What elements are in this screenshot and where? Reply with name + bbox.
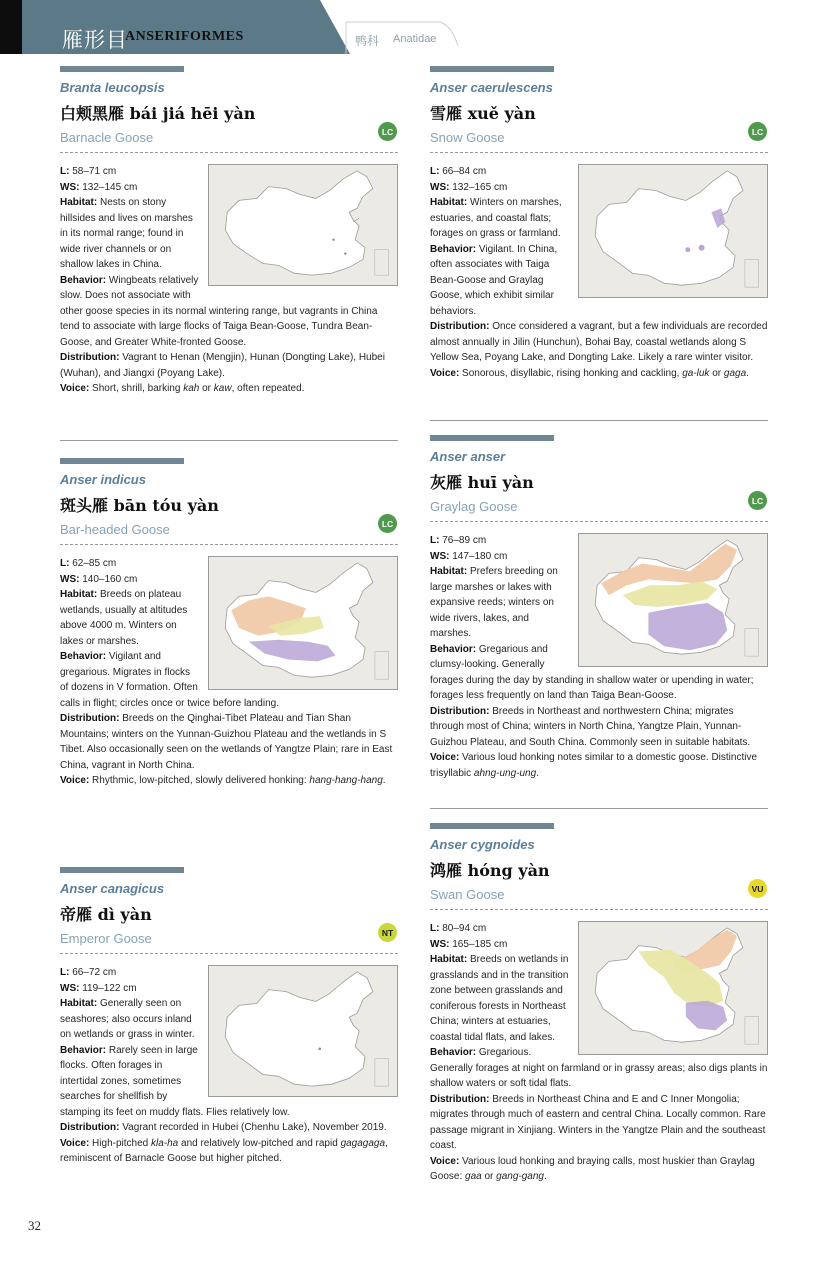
conservation-status-badge: LC [748,491,767,510]
voice-label: Voice: [430,1155,460,1167]
species-description [430,533,768,781]
conservation-status-badge: VU [748,879,767,898]
voice-call-1: ahng-ung-ung [473,767,537,779]
behavior-text: Gregarious. Generally forages at night on farmland or in grassy areas; also digs plants in shallow waters or soft tidal flats. [430,1047,768,1089]
scientific-name: Anser cygnoides [430,837,535,852]
distribution-text: Vagrant to Henan (Mengjin), Hunan (Dongting Lake), Hubei (Wuhan), and Jiangxi (Poyang Lake). [60,352,385,379]
voice-text: . [536,767,539,779]
wingspan-label: WS: [60,181,80,193]
habitat-text: Breeds on wetlands in grasslands and in the transition zone between grasslands and coniferous forests in Northeast China; winters at estuaries, coastal tidal flats, and lakes. [430,954,569,1043]
length-label: L: [430,535,440,546]
habitat-label: Habitat: [60,197,98,208]
order-title-chinese: 雁形目 [62,28,128,52]
length-value: 66–84 cm [439,166,487,177]
length-value: 66–72 cm [69,967,117,978]
voice-label: Voice: [430,367,460,379]
voice-text: Various loud honking and braying calls, most huskier than Graylag Goose: [430,1155,755,1182]
wingspan-value: 165–185 cm [449,938,508,950]
voice-text: Short, shrill, barking [89,383,184,394]
length-label: L: [430,166,440,177]
distribution-label: Distribution: [430,1093,490,1105]
voice-label: Voice: [60,383,90,394]
habitat-text: Nests on stony hillsides and lives on marshes in its normal range; found in wide river channels or on shallow lakes in China. [60,197,193,270]
chinese-name: 帝雁 dì yàn [60,905,152,924]
english-name: Snow Goose [430,130,505,145]
chinese-name: 灰雁 huī yàn [430,473,534,492]
wingspan-label: WS: [60,573,80,585]
habitat-text: Breeds on plateau wetlands, usually at altitudes above 4000 m. Winters on lakes or marshes. [60,589,188,647]
wingspan-value: 119–122 cm [79,982,137,994]
entry-end-line [430,808,768,809]
length-value: 76–89 cm [439,535,487,546]
voice-call-1: ga-luk [682,367,710,379]
distribution-text: Breeds in Northeast and northwestern China; migrates through most of China; winters in North China, Yangtze Plain, Yunnan-Guizhou Plateau, and South China. Commonly seen in suitable habitats. [430,705,751,748]
distribution-label: Distribution: [430,705,490,717]
distribution-label: Distribution: [60,1122,120,1133]
english-name: Graylag Goose [430,499,518,514]
length-value: 80–94 cm [439,923,487,934]
distribution-label: Distribution: [60,713,120,724]
conservation-status-badge: NT [378,923,397,942]
order-title-latin: ANSERIFORMES [125,29,244,44]
chinese-name: 白颊黑雁 bái jiá hēi yàn [60,104,256,123]
english-name: Bar-headed Goose [60,522,170,537]
chinese-name: 雪雁 xuě yàn [430,104,536,123]
dashed-divider [60,953,398,954]
scientific-name: Anser anser [430,449,506,464]
habitat-label: Habitat: [430,566,468,577]
page-number: 32 [28,1218,41,1233]
wingspan-value: 132–165 cm [449,181,508,193]
voice-text: and relatively low-pitched and rapid [178,1137,341,1149]
voice-call-1: kla-ha [150,1137,179,1149]
voice-text: High-pitched [89,1137,151,1149]
length-label: L: [60,558,70,569]
habitat-text: Prefers breeding on large marshes or lakes with expansive reeds; winters on wide rivers, lakes, and marshes. [430,566,558,639]
behavior-text: Vigilant. In China, often associates with Taiga Bean-Goose and Graylag Goose, which exhibit similar behaviors. [430,243,558,317]
conservation-status-badge: LC [378,514,397,533]
behavior-text: Vigilant and gregarious. Migrates in flocks of dozens in V formation. Often calls in flight; circles once or twice before landing. [60,651,279,709]
species-description [60,164,398,397]
distribution-text: Breeds on the Qinghai-Tibet Plateau and Tian Shan Mountains; winters on the Yunnan-Guizhou Plateau and the wetlands in S Tibet. Also occasionally seen on the wetlands of Yangtze Plain; rare in East China, vagrant in North China. [60,713,393,771]
wingspan-label: WS: [60,982,80,994]
distribution-label: Distribution: [430,321,490,332]
behavior-text: Wingbeats relatively slow. Does not associate with other goose species in its normal wintering range, but vagrants in China tend to associate with large flocks of Taiga Bean-Goose, Tundra Bean-Goose, and Greater White-fronted Goose. [60,274,378,348]
scientific-name: Anser canagicus [60,881,165,896]
voice-call-1: gaa [465,1171,482,1182]
voice-text: . [382,775,386,786]
voice-text: or [199,383,214,394]
wingspan-label: WS: [430,550,450,562]
wingspan-label: WS: [430,938,450,950]
behavior-label: Behavior: [430,243,477,255]
distribution-text: Breeds in Northeast China and E and C Inner Mongolia; migrates through much of eastern and central China. Locally common. Rare passage migrant in Xinjiang. Winters in the Yangtze Plain and the southeast coast. [430,1093,766,1151]
section-bar [430,66,554,72]
voice-label: Voice: [430,752,460,763]
range-map [578,533,768,667]
behavior-label: Behavior: [60,274,107,286]
voice-call-2: gang-gang [496,1171,544,1182]
section-bar [430,823,554,829]
voice-call-1: hang-hang-hang [309,775,383,786]
behavior-label: Behavior: [430,643,477,655]
species-description [430,921,768,1185]
voice-text: Rhythmic, low-pitched, slowly delivered honking: [89,775,310,786]
habitat-text: Winters on marshes, estuaries, and coastal flats; forages on grass or farmland. [430,197,562,239]
length-label: L: [60,967,70,978]
length-label: L: [430,923,440,934]
chinese-name: 鸿雁 hóng yàn [430,861,550,880]
distribution-label: Distribution: [60,352,120,363]
entry-end-line [60,440,398,441]
dashed-divider [60,544,398,545]
scientific-name: Branta leucopsis [60,80,165,95]
scientific-name: Anser indicus [60,472,146,487]
species-description [60,556,398,789]
section-bar [60,867,184,873]
behavior-label: Behavior: [60,1044,107,1056]
conservation-status-badge: LC [748,122,767,141]
conservation-status-badge: LC [378,122,397,141]
voice-call-2: kaw [213,383,232,394]
behavior-label: Behavior: [60,651,107,662]
english-name: Emperor Goose [60,931,152,946]
behavior-text: Rarely seen in large flocks. Often forages in intertidal zones, sometimes searches for shellfish by stamping its feet on muddy flats. Flies relatively low. [60,1044,290,1118]
wingspan-value: 140–160 cm [79,573,138,585]
behavior-label: Behavior: [430,1047,477,1058]
distribution-text: Vagrant recorded in Hubei (Chenhu Lake), November 2019. [119,1122,387,1133]
wingspan-value: 132–145 cm [79,181,138,193]
length-label: L: [60,166,70,177]
habitat-label: Habitat: [430,197,468,208]
range-map [578,164,768,298]
behavior-text: Gregarious and clumsy-looking. Generally forages during the day by standing in shallow water or upending in water; forages less frequently on land than Taiga Bean-Goose. [430,643,754,701]
voice-call-2: gaga [723,367,747,379]
chinese-name: 斑头雁 bān tóu yàn [60,496,219,515]
voice-call-2: gagagaga [340,1137,386,1149]
species-description [430,164,768,381]
family-name-chinese: 鸭科 [355,34,380,48]
voice-text: or [481,1171,497,1182]
range-map [208,965,398,1097]
distribution-text: Once considered a vagrant, but a few individuals are recorded almost annually in Jilin (Hunchun), Bohai Bay, coastal wetlands along S Yellow Sea, Poyang Lake, and Dongting Lake. Likely a rare winter visitor. [430,321,768,363]
voice-text: or [709,367,724,379]
wingspan-label: WS: [430,181,450,193]
voice-text: . [544,1171,547,1182]
english-name: Barnacle Goose [60,130,154,145]
section-bar [60,458,184,464]
voice-text: Various loud honking notes similar to a domestic goose. Distinctive trisyllabic [430,752,758,779]
dashed-divider [60,152,398,153]
voice-label: Voice: [60,775,90,786]
voice-label: Voice: [60,1137,90,1149]
dashed-divider [430,152,768,153]
dashed-divider [430,909,768,910]
voice-call-1: kah [183,383,200,394]
voice-text: . [746,367,749,379]
length-value: 62–85 cm [69,558,117,569]
section-bar [60,66,184,72]
species-description [60,965,398,1167]
range-map [208,556,398,690]
dashed-divider [430,521,768,522]
scientific-name: Anser caerulescens [430,80,553,95]
range-map [578,921,768,1055]
family-name-latin: Anatidae [393,33,437,45]
voice-text: , reminiscent of Barnacle Goose but higher pitched. [60,1137,388,1164]
section-bar [430,435,554,441]
habitat-label: Habitat: [60,589,98,600]
voice-text: Sonorous, disyllabic, rising honking and cackling, [459,367,683,379]
wingspan-value: 147–180 cm [449,550,508,562]
range-map [208,164,398,286]
voice-text: , often repeated. [231,383,305,394]
habitat-label: Habitat: [430,954,468,965]
habitat-label: Habitat: [60,998,98,1009]
habitat-text: Generally seen on seashores; also occurs inland on wetlands or grass in winter. [60,998,195,1040]
entry-end-line [430,420,768,421]
english-name: Swan Goose [430,887,505,902]
length-value: 58–71 cm [69,166,117,177]
